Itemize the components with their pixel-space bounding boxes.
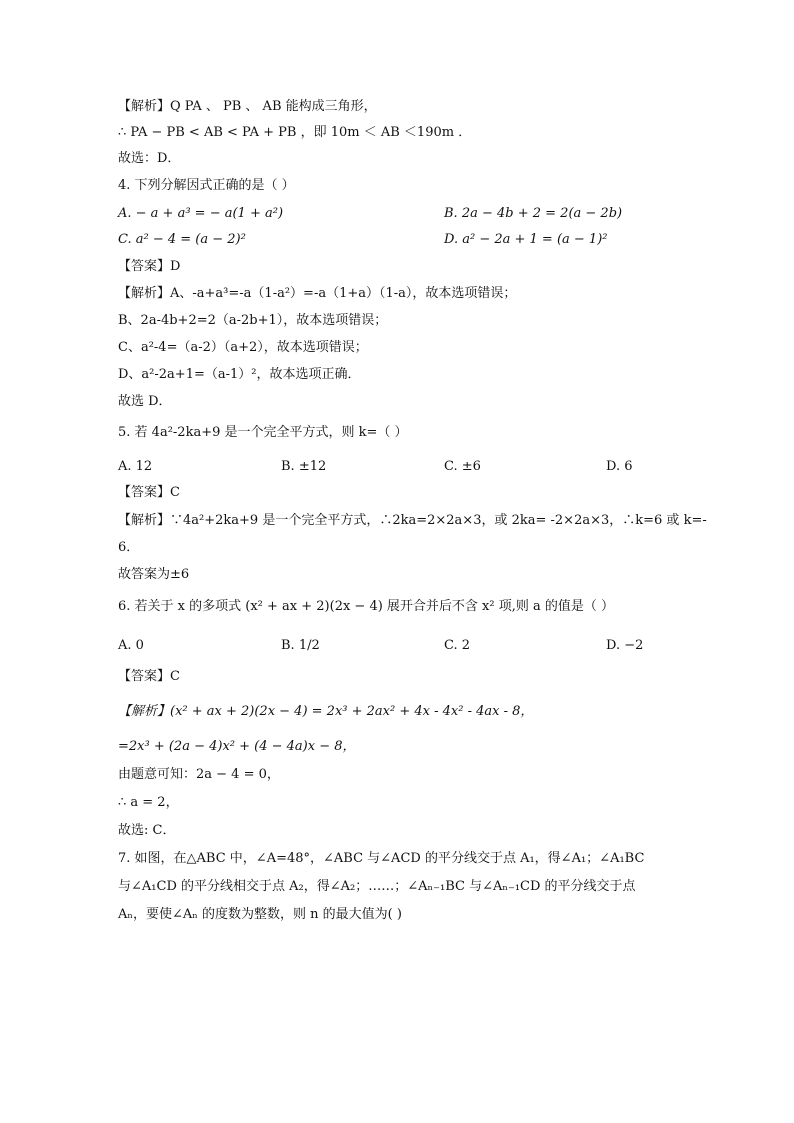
q5-options (118, 458, 678, 476)
q4-option-b: B. 2a − 4b + 2 = 2(a − 2b) (444, 206, 623, 221)
q5-analysis-line2: 6． (118, 540, 140, 555)
q7-question-line3: Aₙ，要使∠Aₙ 的度数为整数，则 n 的最大值为( ) (118, 907, 402, 922)
q6-choice: 故选: C． (118, 823, 176, 838)
q4-analysis-d: D、a²-2a+1=（a-1）²，故本选项正确． (118, 367, 361, 382)
q6-analysis-line3: 由题意可知：2a − 4 = 0， (118, 767, 280, 782)
q4-option-a: A. − a + a³ = − a(1 + a²) (118, 206, 284, 221)
q6-question: 6. 若关于 x 的多项式 (x² + ax + 2)(2x − 4) 展开合并后不含 x² 项,则 a 的值是（ ） (118, 599, 615, 614)
q3-choice: 故选：D． (118, 151, 181, 166)
q6-option-a: A. 0 (118, 638, 144, 653)
q7-question-line1: 7. 如图，在△ABC 中，∠A=48°，∠ABC 与∠ACD 的平分线交于点 A₁，得∠A₁；∠A₁BC (118, 851, 645, 866)
q6-option-d: D. −2 (606, 638, 644, 653)
q6-option-c: C. 2 (444, 638, 471, 653)
q6-analysis-line4: ∴ a = 2， (118, 795, 179, 810)
q4-options-row1 (118, 205, 678, 223)
q6-options (118, 637, 678, 655)
q3-analysis-line1: 【解析】Q PA 、 PB 、 AB 能构成三角形， (118, 99, 377, 114)
q5-answer: 【答案】C (118, 485, 180, 500)
q6-option-b: B. 1/2 (281, 638, 320, 653)
q5-option-b: B. ±12 (281, 459, 327, 474)
q7-question-line2: 与∠A₁CD 的平分线相交于点 A₂，得∠A₂；……；∠Aₙ₋₁BC 与∠Aₙ₋₁CD 的平分线交于点 (118, 879, 636, 894)
q4-option-c: C. a² − 4 = (a − 2)² (118, 232, 246, 247)
q4-choice: 故选 D． (118, 394, 172, 409)
q5-option-d: D. 6 (606, 459, 633, 474)
q4-answer: 【答案】D (118, 259, 181, 274)
q6-analysis-line1: 【解析】(x² + ax + 2)(2x − 4) = 2x³ + 2ax² + 4x - 4x² - 4ax - 8， (118, 704, 534, 719)
q4-question: 4. 下列分解因式正确的是（ ） (118, 178, 295, 193)
q5-option-a: A. 12 (118, 459, 153, 474)
q4-analysis-a: 【解析】A、-a+a³=-a（1-a²）=-a（1+a）（1-a），故本选项错误； (118, 286, 517, 301)
q5-question: 5. 若 4a²-2ka+9 是一个完全平方式，则 k=（ ） (118, 425, 408, 440)
q5-conclusion: 故答案为±6 (118, 567, 190, 582)
q4-options-row2 (118, 231, 678, 249)
q4-analysis-c: C、a²-4=（a-2）（a+2），故本选项错误； (118, 340, 368, 355)
q4-analysis-b: B、2a-4b+2=2（a-2b+1），故本选项错误； (118, 313, 388, 328)
q6-analysis-line2: =2x³ + (2a − 4)x² + (4 − 4a)x − 8， (118, 739, 356, 754)
q4-option-d: D. a² − 2a + 1 = (a − 1)² (444, 232, 608, 247)
q5-option-c: C. ±6 (444, 459, 481, 474)
q5-analysis-line1: 【解析】∵4a²+2ka+9 是一个完全平方式，∴2ka=2×2a×3，或 2ka= -2×2a×3，∴k=6 或 k=- (118, 513, 707, 528)
q3-analysis-line2: ∴ PA − PB < AB < PA + PB ，即 10m ＜ AB ＜190m ． (118, 125, 472, 140)
q6-answer: 【答案】C (118, 669, 180, 684)
